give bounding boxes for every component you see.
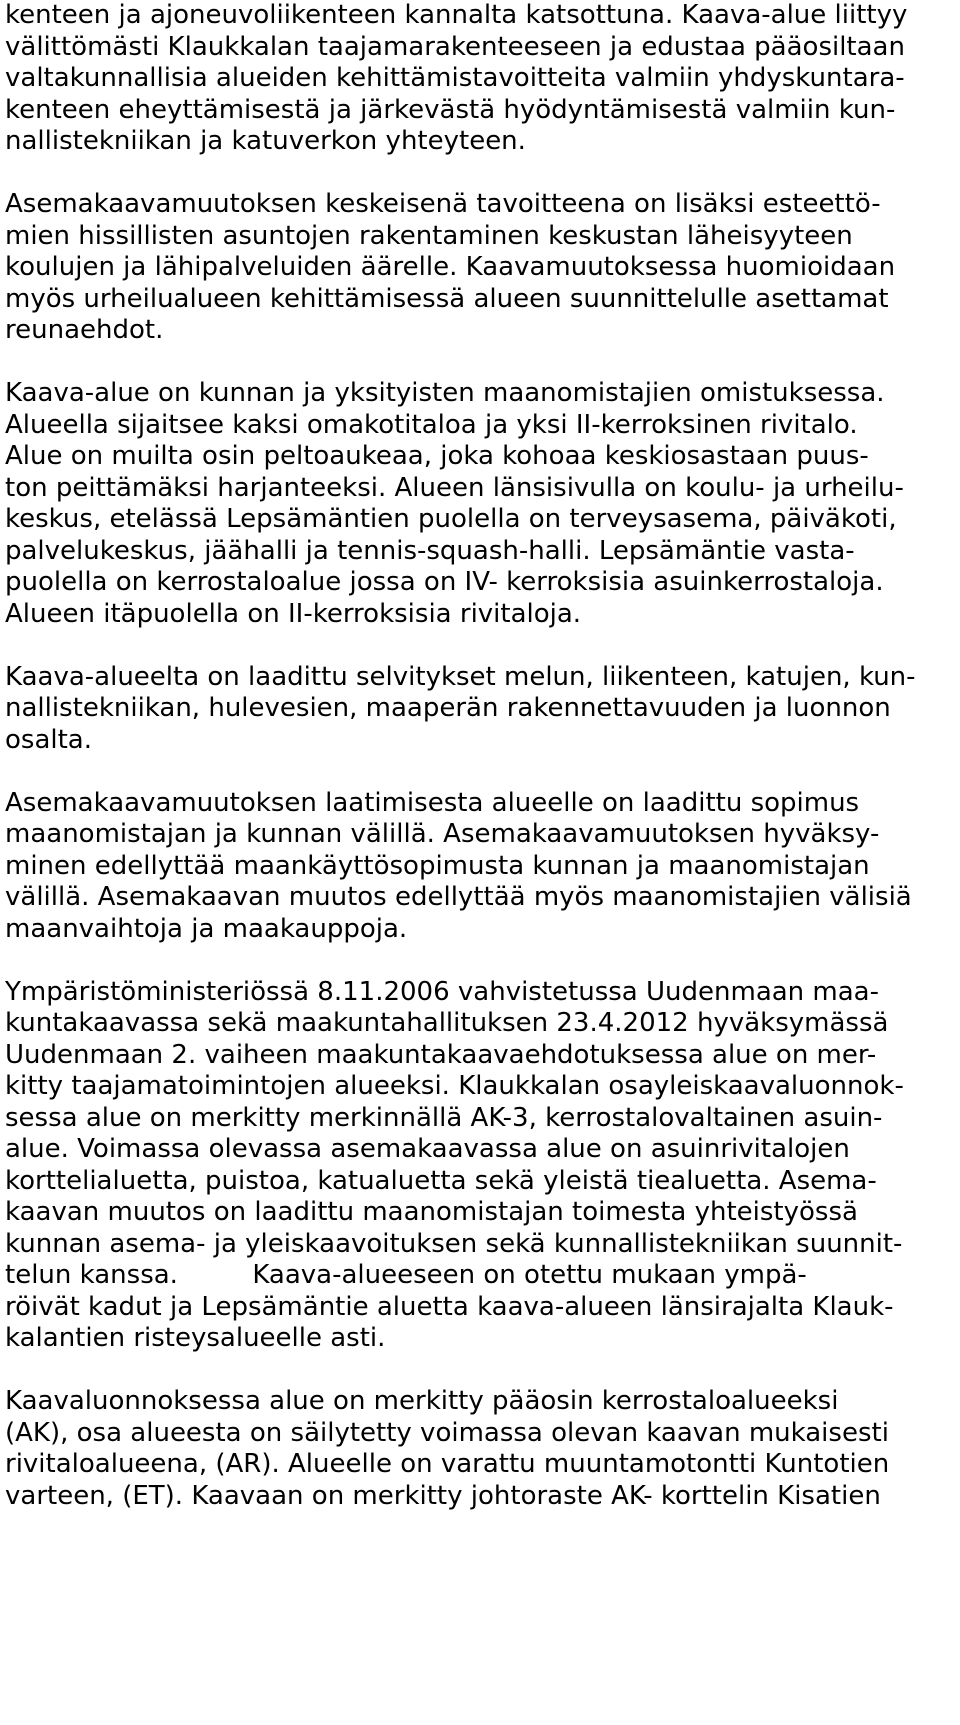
text-line: reunaehdot.	[5, 315, 164, 345]
text-line: mien hissillisten asuntojen rakentaminen keskustan läheisyyteen	[5, 220, 853, 251]
text-line: kenteen eheyttämisestä ja järkevästä hyödyntämisestä valmiin kun-	[5, 94, 896, 125]
paragraph-gap	[5, 945, 960, 977]
text-line: välittömästi Klaukkalan taajamarakenteeseen ja edustaa pääosiltaan	[5, 31, 905, 62]
text-line: minen edellyttää maankäyttösopimusta kunnan ja maanomistajan	[5, 850, 870, 881]
paragraph-gap	[5, 347, 960, 379]
text-line: nallistekniikan, hulevesien, maaperän rakennettavuuden ja luonnon	[5, 693, 891, 723]
text-line: kalantien risteysalueelle asti.	[5, 1323, 386, 1353]
paragraph-gap	[5, 756, 960, 788]
text-line: Ympäristöministeriössä 8.11.2006 vahvistetussa Uudenmaan maa-	[5, 976, 879, 1007]
text-line: osalta.	[5, 724, 93, 755]
text-line: maanvaihtoja ja maakauppoja.	[5, 913, 408, 944]
text-line: välillä. Asemakaavan muutos edellyttää myös maanomistajien välisiä	[5, 882, 912, 912]
text-line: maanomistajan ja kunnan välillä. Asemakaavamuutoksen hyväksy-	[5, 819, 880, 849]
paragraph-gap	[5, 630, 960, 662]
text-line: kaavan muutos on laadittu maanomistajan toimesta yhteistyössä	[5, 1197, 858, 1227]
text-line: nallistekniikan ja katuverkon yhteyteen.	[5, 126, 526, 156]
text-line: kunnan asema- ja yleiskaavoituksen sekä kunnallistekniikan suunnit-	[5, 1228, 903, 1259]
text-line: keskus, etelässä Lepsämäntien puolella on terveysasema, päiväkoti,	[5, 504, 897, 534]
text-line: kenteen ja ajoneuvoliikenteen kannalta katsottuna. Kaava-alue liittyy	[5, 0, 908, 30]
text-line: Alueen itäpuolella on II-kerroksisia rivitaloja.	[5, 598, 582, 629]
text-line: (AK), osa alueesta on säilytetty voimassa olevan kaavan mukaisesti	[5, 1417, 889, 1448]
paragraph-gap	[5, 158, 960, 190]
paragraph	[5, 0, 960, 158]
paragraph	[5, 788, 960, 946]
document-body	[5, 0, 960, 1512]
text-line: Kaava-alue on kunnan ja yksityisten maanomistajien omistuksessa.	[5, 378, 885, 408]
text-line: korttelialuetta, puistoa, katualuetta sekä yleistä tiealuetta. Asema-	[5, 1165, 877, 1196]
text-line: puolella on kerrostaloalue jossa on IV- kerroksisia asuinkerrostaloja.	[5, 567, 884, 597]
text-line: Kaava-alueelta on laadittu selvitykset melun, liikenteen, katujen, kun-	[5, 661, 916, 692]
text-line: Uudenmaan 2. vaiheen maakuntakaavaehdotuksessa alue on mer-	[5, 1039, 877, 1070]
paragraph	[5, 662, 960, 757]
text-line: Kaavaluonnoksessa alue on merkitty pääosin kerrostaloalueeksi	[5, 1386, 839, 1416]
text-line: koulujen ja lähipalveluiden äärelle. Kaavamuutoksessa huomioidaan	[5, 252, 896, 282]
text-line: Asemakaavamuutoksen laatimisesta alueelle on laadittu sopimus	[5, 787, 860, 818]
text-line: palvelukeskus, jäähalli ja tennis-squash-halli. Lepsämäntie vasta-	[5, 535, 855, 566]
text-line: rivitaloalueena, (AR). Alueelle on varattu muuntamotontti Kuntotien	[5, 1449, 890, 1479]
text-line: kitty taajamatoimintojen alueeksi. Klaukkalan osayleiskaavaluonnok-	[5, 1071, 904, 1101]
text-line: Alue on muilta osin peltoaukeaa, joka kohoaa keskiosastaan puus-	[5, 441, 869, 471]
text-line: sessa alue on merkitty merkinnällä AK-3, kerrostalovaltainen asuin-	[5, 1102, 883, 1133]
paragraph	[5, 1386, 960, 1512]
text-line: Asemakaavamuutoksen keskeisenä tavoitteena on lisäksi esteettö-	[5, 189, 881, 219]
text-line: valtakunnallisia alueiden kehittämistavoitteita valmiin yhdyskuntara-	[5, 63, 905, 93]
paragraph	[5, 189, 960, 347]
text-line: varteen, (ET). Kaavaan on merkitty johtoraste AK- korttelin Kisatien	[5, 1480, 881, 1511]
text-line: myös urheilualueen kehittämisessä alueen suunnittelulle asettamat	[5, 283, 889, 314]
text-line: Alueella sijaitsee kaksi omakotitaloa ja yksi II-kerroksinen rivitalo.	[5, 409, 858, 440]
text-line: alue. Voimassa olevassa asemakaavassa alue on asuinrivitalojen	[5, 1134, 850, 1164]
text-line: telun kanssa. Kaava-alueeseen on otettu mukaan ympä-	[5, 1260, 807, 1290]
paragraph	[5, 378, 960, 630]
paragraph	[5, 977, 960, 1355]
text-line: kuntakaavassa sekä maakuntahallituksen 23.4.2012 hyväksymässä	[5, 1008, 889, 1038]
text-line: röivät kadut ja Lepsämäntie aluetta kaava-alueen länsirajalta Klauk-	[5, 1291, 894, 1322]
paragraph-gap	[5, 1355, 960, 1387]
text-line: ton peittämäksi harjanteeksi. Alueen länsisivulla on koulu- ja urheilu-	[5, 472, 904, 503]
